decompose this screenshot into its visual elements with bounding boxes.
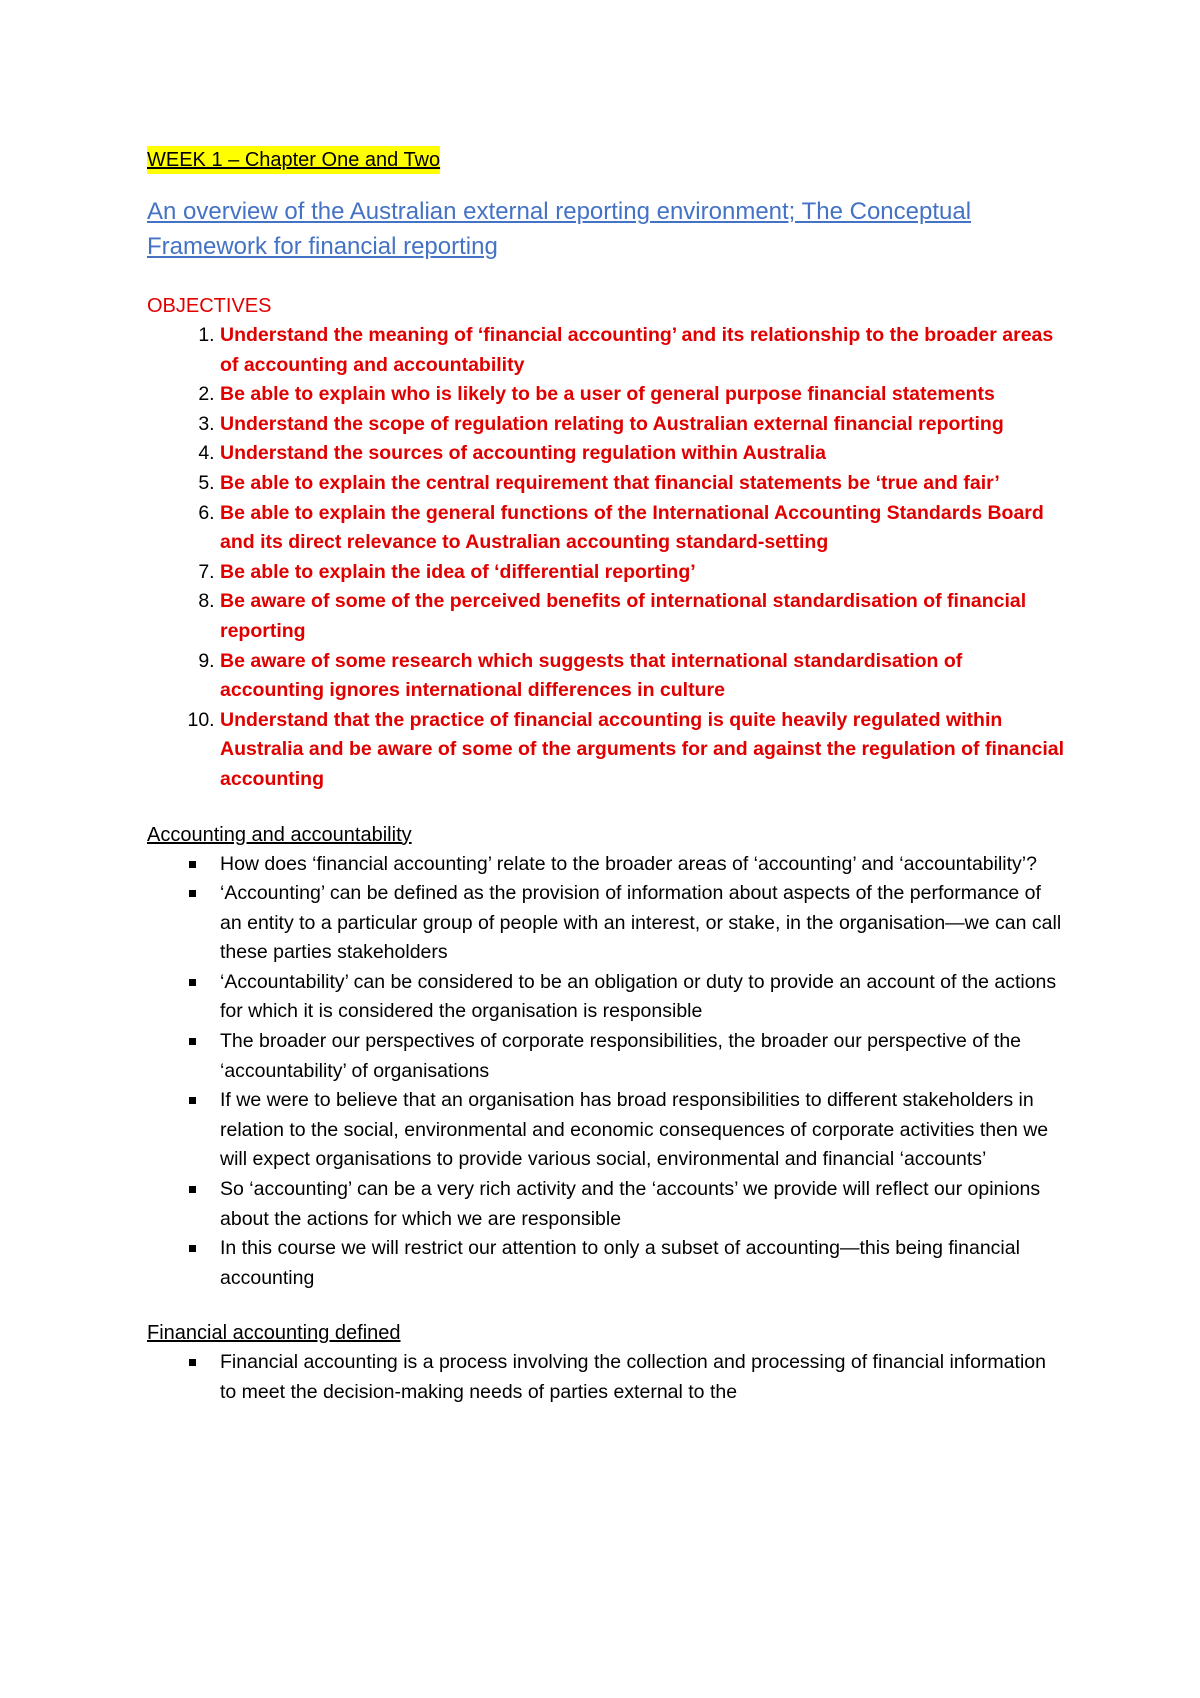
bullet-text: The broader our perspectives of corporate responsibilities, the broader our perspective of the ‘accountability’ of organisations <box>220 1030 1022 1082</box>
bullet-item <box>220 1086 1067 1175</box>
square-bullet-icon <box>189 1038 196 1045</box>
bullet-item <box>220 850 1067 880</box>
square-bullet-icon <box>189 861 196 868</box>
bullet-text: So ‘accounting’ can be a very rich activity and the ‘accounts’ we provide will reflect our opinions about the actions for which we are responsible <box>220 1178 1041 1230</box>
bullet-text: If we were to believe that an organisation has broad responsibilities to different stakeholders in relation to the social, environmental and economic consequences of corporate activities then we will expect organisations to provide various social, environmental and financial ‘accounts’ <box>220 1089 1049 1171</box>
objective-item: 3. Understand the scope of regulation relating to Australian external financial reporting <box>220 410 1067 440</box>
document-page <box>147 146 1067 1408</box>
square-bullet-icon <box>189 1245 196 1252</box>
bullet-text: Financial accounting is a process involving the collection and processing of financial information to meet the decision-making needs of parties external to the <box>220 1351 1046 1403</box>
square-bullet-icon <box>189 1359 196 1366</box>
objective-item: 7. Be able to explain the idea of ‘differential reporting’ <box>220 558 1067 588</box>
square-bullet-icon <box>189 979 196 986</box>
objective-item: 9. Be aware of some research which suggests that international standardisation of accounting ignores international differences in culture <box>220 647 1067 706</box>
bullet-item <box>220 1234 1067 1293</box>
bullet-item <box>220 1027 1067 1086</box>
bullet-item <box>220 1348 1067 1407</box>
square-bullet-icon <box>189 1186 196 1193</box>
financial-bullet-list <box>147 1348 1067 1407</box>
objective-item: 2. Be able to explain who is likely to be a user of general purpose financial statements <box>220 380 1067 410</box>
objectives-heading: OBJECTIVES <box>147 295 272 317</box>
bullet-text: How does ‘financial accounting’ relate to the broader areas of ‘accounting’ and ‘accountability’? <box>220 852 1037 875</box>
accounting-bullet-list <box>147 850 1067 1294</box>
bullet-text: In this course we will restrict our attention to only a subset of accounting—this being financial accounting <box>220 1237 1020 1289</box>
financial-section-heading: Financial accounting defined <box>147 1322 401 1345</box>
bullet-item <box>220 1175 1067 1234</box>
square-bullet-icon <box>189 890 196 897</box>
objective-item: 8. Be aware of some of the perceived benefits of international standardisation of financial reporting <box>220 587 1067 646</box>
week-heading-row <box>147 146 1067 174</box>
accounting-section-heading: Accounting and accountability <box>147 823 412 846</box>
objective-item: 6. Be able to explain the general functions of the International Accounting Standards Board and its direct relevance to Australian accounting standard-setting <box>220 499 1067 558</box>
bullet-item <box>220 879 1067 968</box>
week-title: WEEK 1 – Chapter One and Two <box>147 146 440 174</box>
square-bullet-icon <box>189 1097 196 1104</box>
document-subtitle: An overview of the Australian external reporting environment; The Conceptual Framework for financial reporting <box>147 198 972 260</box>
bullet-text: ‘Accounting’ can be defined as the provision of information about aspects of the performance of an entity to a particular group of people with an interest, or stake, in the organisation—we can call these parties stakeholders <box>220 882 1062 964</box>
bullet-text: ‘Accountability’ can be considered to be an obligation or duty to provide an account of the actions for which it is considered the organisation is responsible <box>220 970 1057 1023</box>
objective-item: 10. Understand that the practice of financial accounting is quite heavily regulated within Australia and be aware of some of the arguments for and against the regulation of financial accounting <box>220 706 1067 795</box>
objective-item: 4. Understand the sources of accounting regulation within Australia <box>220 439 1067 469</box>
objective-item: 1. Understand the meaning of ‘financial accounting’ and its relationship to the broader areas of accounting and accountability <box>220 321 1067 380</box>
objectives-list <box>147 321 1067 795</box>
objective-item: 5. Be able to explain the central requirement that financial statements be ‘true and fair’ <box>220 469 1067 499</box>
bullet-item <box>220 968 1067 1027</box>
